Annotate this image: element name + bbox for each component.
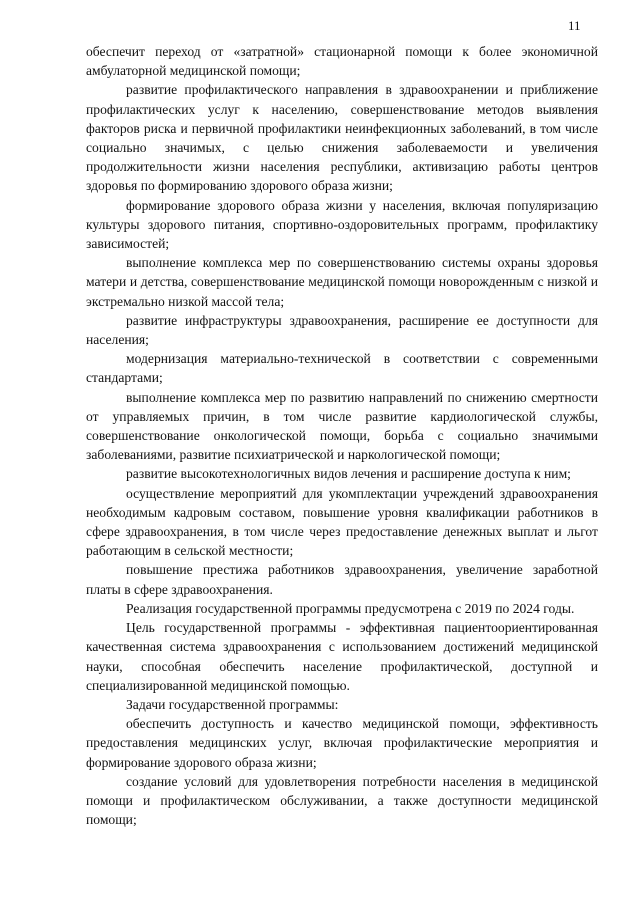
paragraph: модернизация материально-технической в соответствии с современными стандартами; <box>86 351 598 386</box>
page-number: 11 <box>568 18 581 33</box>
paragraph: выполнение комплекса мер по развитию направлений по снижению смертности от управляемых причин, в том числе развитие кардиологической службы, совершенствование онкологической помощи, борьба с социально значимыми заболеваниями, развитие психиатрической и наркологической помощи; <box>86 389 598 463</box>
paragraph: Задачи государственной программы: <box>126 696 339 712</box>
paragraph: обеспечит переход от «затратной» стационарной помощи к более экономичной амбулаторной медицинской помощи; <box>86 44 598 79</box>
paragraph: выполнение комплекса мер по совершенствованию системы охраны здоровья матери и детства, совершенствование медицинской помощи новорожденным с низкой и экстремально низкой массой тела; <box>86 255 598 309</box>
paragraph: Реализация государственной программы предусмотрена с 2019 по 2024 годы. <box>126 600 575 616</box>
paragraph: обеспечить доступность и качество медицинской помощи, эффективность предоставления медицинских услуг, включая профилактические мероприятия и формирование здорового образа жизни; <box>86 716 598 770</box>
paragraph: формирование здорового образа жизни у населения, включая популяризацию культуры здорового питания, спортивно-оздоровительных программ, профилактику зависимостей; <box>86 197 598 252</box>
paragraph: осуществление мероприятий для укомплектации учреждений здравоохранения необходимым кадровым составом, повышение уровня квалификации работников в сфере здравоохранения, в том числе через предоставление денежных выплат и льгот работающим в сельской местности; <box>86 485 598 559</box>
paragraph: развитие высокотехнологичных видов лечения и расширение доступа к ним; <box>126 466 571 482</box>
paragraph: развитие профилактического направления в здравоохранении и приближение профилактических услуг к населению, совершенствование методов выявления факторов риска и первичной профилактики неинфекционных заболеваний, в том числе социально значимых, с целью снижения заболеваемости и увеличения продолжительности жизни населения республики, активизацию работы центров здоровья по формированию здорового образа жизни; <box>86 82 598 194</box>
paragraph: создание условий для удовлетворения потребности населения в медицинской помощи и профилактическом обслуживании, а также доступности медицинской помощи; <box>86 773 598 828</box>
paragraph: Цель государственной программы - эффективная пациентоориентированная качественная система здравоохранения с использованием достижений медицинской науки, способная обеспечить население профилактической, доступной и специализированной медицинской помощью. <box>86 620 598 693</box>
body-text <box>86 42 598 829</box>
paragraph: развитие инфраструктуры здравоохранения, расширение ее доступности для населения; <box>86 312 598 348</box>
paragraph: повышение престижа работников здравоохранения, увеличение заработной платы в сфере здравоохранения. <box>86 562 598 597</box>
